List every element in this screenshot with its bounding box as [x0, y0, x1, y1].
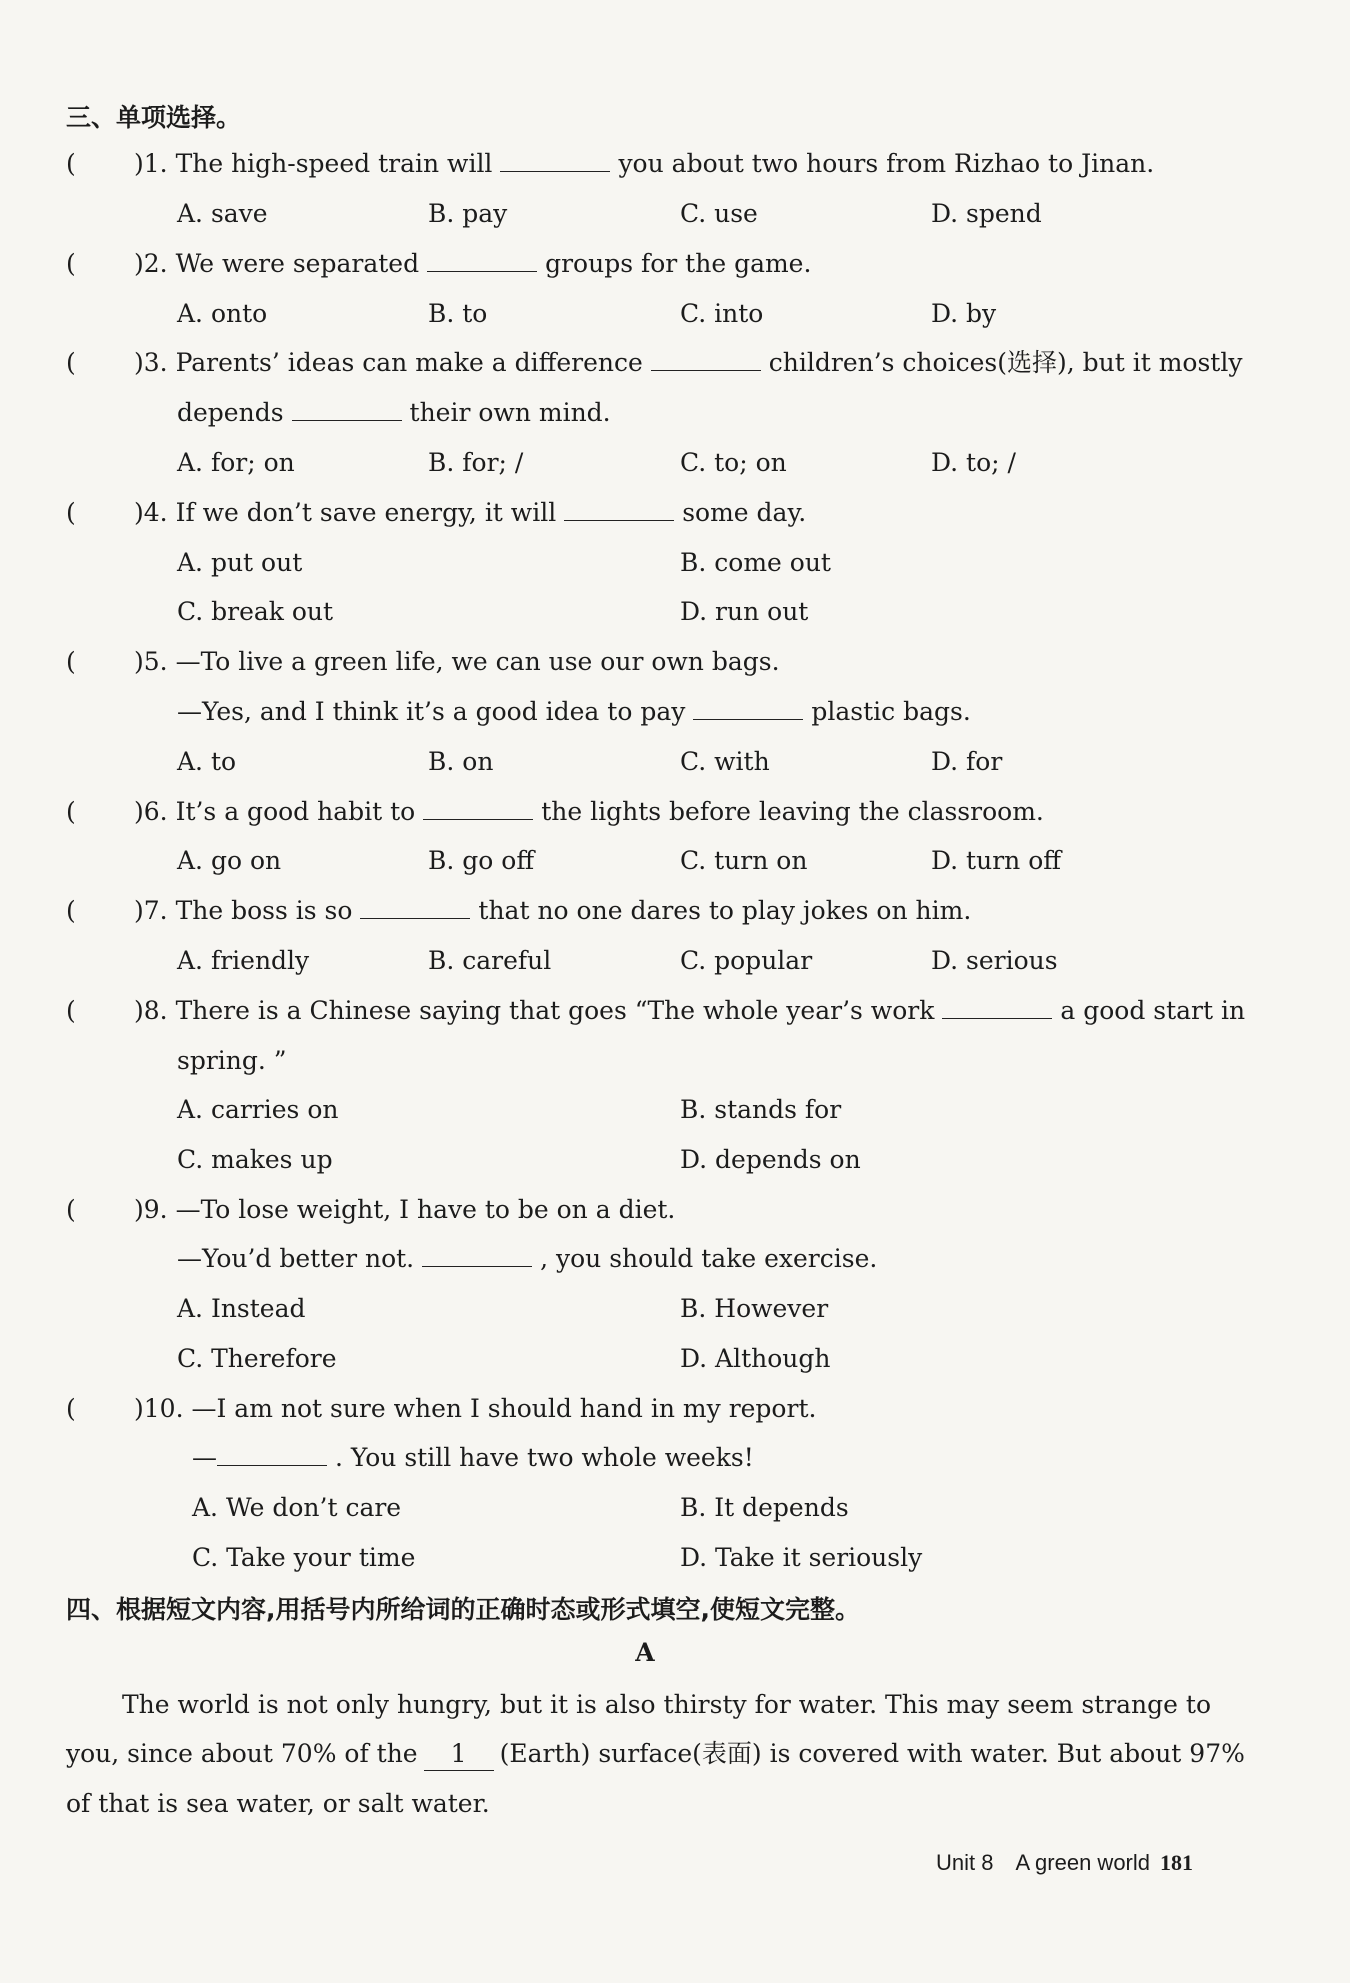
answer-paren[interactable]: (	[66, 1394, 76, 1423]
option-a: A. We don’t care	[192, 1493, 402, 1522]
answer-paren[interactable]: (	[66, 896, 76, 925]
option-b: B. It depends	[680, 1493, 849, 1522]
answer-blank[interactable]	[427, 249, 537, 272]
option-d: D. by	[931, 299, 997, 328]
answer-blank[interactable]	[217, 1443, 327, 1466]
option-c: C. into	[680, 299, 764, 328]
option-d: D. serious	[931, 946, 1058, 975]
option-b: B. go off	[428, 846, 535, 875]
option-b: B. come out	[680, 548, 831, 577]
answer-paren[interactable]: (	[66, 647, 76, 676]
answer-paren[interactable]: (	[66, 498, 76, 527]
option-c: C. break out	[177, 597, 334, 626]
option-d: D. depends on	[680, 1145, 861, 1174]
passage-line-3: of that is sea water, or salt water.	[66, 1789, 490, 1818]
option-a: A. carries on	[177, 1095, 339, 1124]
option-b: B. However	[680, 1294, 829, 1323]
option-c: C. Take your time	[192, 1543, 416, 1572]
option-a: A. to	[177, 747, 237, 776]
section4-title: 四、根据短文内容,用括号内所给词的正确时态或形式填空,使短文完整。	[66, 1595, 860, 1624]
option-c: C. turn on	[680, 846, 808, 875]
passage-blank-1[interactable]: 1	[424, 1738, 494, 1771]
answer-blank[interactable]	[651, 348, 761, 371]
option-a: A. for; on	[177, 448, 295, 477]
option-b: B. careful	[428, 946, 552, 975]
option-c: C. use	[680, 199, 758, 228]
answer-paren[interactable]: (	[66, 348, 76, 377]
answer-blank[interactable]	[423, 797, 533, 820]
footer-title: A green world	[1015, 1850, 1151, 1875]
answer-blank[interactable]	[564, 498, 674, 521]
option-b: B. stands for	[680, 1095, 842, 1124]
option-a: A. save	[177, 199, 268, 228]
answer-blank[interactable]	[500, 149, 610, 172]
option-c: C. popular	[680, 946, 813, 975]
option-b: B. to	[428, 299, 488, 328]
option-a: A. onto	[177, 299, 268, 328]
option-c: C. makes up	[177, 1145, 333, 1174]
page-number: 181	[1160, 1850, 1194, 1875]
option-a: A. Instead	[177, 1294, 306, 1323]
option-d: D. Although	[680, 1344, 831, 1373]
workbook-page: 三、单项选择。 ( )1. The high-speed train will you about two hours from Rizhao to Jinan. A. save B. pay C. use D. spend ( )2. We were separated groups for the game. A. onto B. to C. into D. by ( )3. Parents’ ideas can make a difference children’s choices(选择), but it mostly depends their own mind. A. for; on B. for; / C. to; on D. to; / ( )4. If we don’t save energy, it will some day. A. put out B. come out C. break out D. run out ( )5. —To live a green life, we can use our own bags. —Yes, and I think it’s a good idea to pay plastic bags. A. to B. on C. with D. for ( )6. It’s a good habit to the lights before leaving the classroom. A. go on B. go off C. turn on D. turn off ( )7. The boss is so that no one dares to play jokes on him. A. friendly B. careful C. popular D. serious ( )8. There is a Chinese saying that goes “The whole year’s work a good start in spring. ” A. carries on B. stands for C. makes up D. depends on ( )9. —To lose weight, I have to be on a diet. —You’d better not. , you should take exercise. A. Instead B. However C. Therefore D. Although ( )10. —I am not sure when I should hand in my report. — . You still have two whole weeks! A. We don’t care B. It depends C. Take your time D. Take it seriously 四、根据短文内容,用括号内所给词的正确时态或形式填空,使短文完整。 A The world is not only hungry, but it is also thirsty for water. This may seem strange to you, since about 70% of the 1 (Earth) surface(表面) is covered with water. But about 97% of that is sea water, or salt water. Unit 8 A green world 181	[0, 0, 1350, 1983]
passage-line-1: The world is not only hungry, but it is also thirsty for water. This may seem strange to	[122, 1690, 1212, 1719]
answer-paren[interactable]: (	[66, 249, 76, 278]
option-d: D. turn off	[931, 846, 1062, 875]
option-c: C. to; on	[680, 448, 787, 477]
answer-blank[interactable]	[360, 896, 470, 919]
passage-line-2: you, since about 70% of the 1 (Earth) surface(表面) is covered with water. But about 97%	[66, 1738, 1245, 1771]
option-c: C. with	[680, 747, 770, 776]
answer-paren[interactable]: (	[66, 797, 76, 826]
option-d: D. Take it seriously	[680, 1543, 923, 1572]
footer-unit: Unit 8	[936, 1850, 994, 1875]
option-a: A. friendly	[177, 946, 310, 975]
page-footer	[936, 1850, 1193, 1876]
option-b: B. pay	[428, 199, 508, 228]
option-d: D. for	[931, 747, 1003, 776]
passage-label: A	[635, 1638, 655, 1667]
answer-paren[interactable]: (	[66, 149, 76, 178]
option-d: D. to; /	[931, 448, 1016, 477]
answer-blank[interactable]	[693, 697, 803, 720]
option-d: D. run out	[680, 597, 809, 626]
option-b: B. for; /	[428, 448, 524, 477]
option-a: A. put out	[177, 548, 303, 577]
answer-paren[interactable]: (	[66, 1195, 76, 1224]
option-a: A. go on	[177, 846, 282, 875]
answer-blank[interactable]	[942, 996, 1052, 1019]
section3-title: 三、单项选择。	[66, 103, 242, 132]
answer-blank[interactable]	[292, 398, 402, 421]
option-d: D. spend	[931, 199, 1042, 228]
option-c: C. Therefore	[177, 1344, 337, 1373]
answer-blank[interactable]	[422, 1244, 532, 1267]
option-b: B. on	[428, 747, 494, 776]
answer-paren[interactable]: (	[66, 996, 76, 1025]
